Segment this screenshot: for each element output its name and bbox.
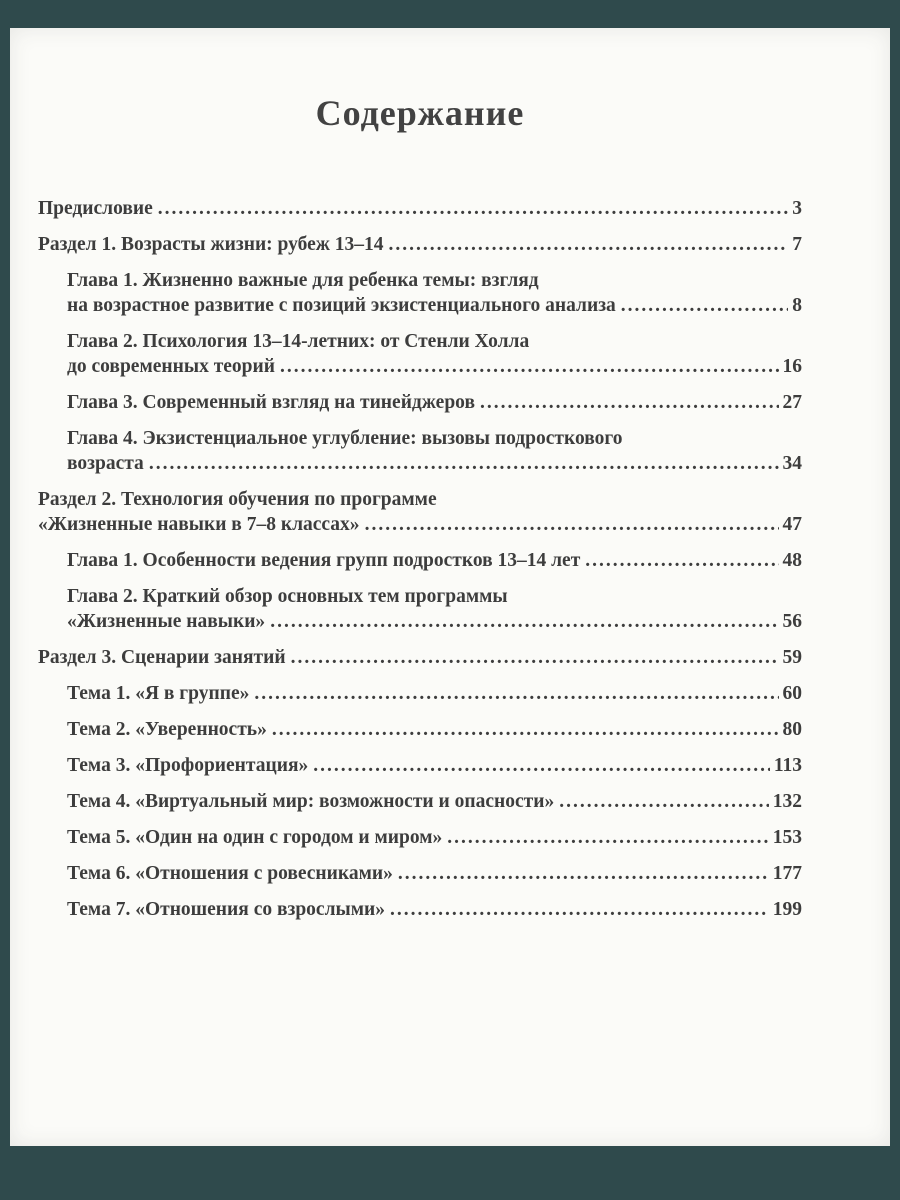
toc-entry-label: Тема 4. «Виртуальный мир: возможности и опасности» xyxy=(67,791,555,812)
toc-entry-line xyxy=(67,293,802,318)
toc-entry-line xyxy=(67,609,802,634)
toc-entry-line xyxy=(38,232,802,257)
toc-entry-label: Тема 1. «Я в группе» xyxy=(67,683,250,704)
toc-page-number: 8 xyxy=(792,295,802,316)
toc-entry xyxy=(38,329,802,379)
toc-page-number: 34 xyxy=(782,453,802,474)
toc-page-number: 199 xyxy=(772,899,802,920)
toc-entry-line xyxy=(67,825,802,850)
toc-list xyxy=(38,196,802,922)
toc-entry-line xyxy=(67,789,802,814)
toc-entry-line xyxy=(67,548,802,573)
toc-dot-leader xyxy=(390,897,769,922)
toc-entry-label: Глава 3. Современный взгляд на тинейджеров xyxy=(67,392,475,413)
toc-entry-line xyxy=(38,645,802,670)
toc-entry xyxy=(38,196,802,221)
toc-entry xyxy=(38,268,802,318)
page-content xyxy=(10,28,890,922)
toc-entry xyxy=(38,645,802,670)
toc-entry-line xyxy=(67,390,802,415)
toc-entry-line xyxy=(38,512,802,537)
toc-entry-label: Раздел 1. Возрасты жизни: рубеж 13–14 xyxy=(38,234,384,255)
toc-dot-leader xyxy=(559,789,769,814)
toc-entry xyxy=(38,548,802,573)
toc-entry-label: Раздел 3. Сценарии занятий xyxy=(38,647,286,668)
toc-entry xyxy=(38,861,802,886)
toc-page-number: 153 xyxy=(772,827,802,848)
toc-dot-leader xyxy=(272,717,779,742)
toc-entry-line xyxy=(67,897,802,922)
toc-dot-leader xyxy=(254,681,778,706)
toc-entry xyxy=(38,426,802,476)
toc-entry-label: Тема 3. «Профориентация» xyxy=(67,755,309,776)
toc-dot-leader xyxy=(149,451,779,476)
toc-entry xyxy=(38,897,802,922)
toc-dot-leader xyxy=(270,609,778,634)
toc-dot-leader xyxy=(313,753,770,778)
toc-entry xyxy=(38,753,802,778)
toc-page-number: 80 xyxy=(782,719,802,740)
toc-entry-line: Раздел 2. Технология обучения по программе xyxy=(38,489,437,510)
page-title: Содержание xyxy=(315,93,525,133)
toc-dot-leader xyxy=(621,293,788,318)
toc-dot-leader xyxy=(365,512,779,537)
toc-entry-label: Тема 5. «Один на один с городом и миром» xyxy=(67,827,443,848)
toc-entry-line xyxy=(67,681,802,706)
toc-entry-line: Глава 2. Психология 13–14-летних: от Стенли Холла xyxy=(67,331,530,352)
toc-dot-leader xyxy=(398,861,769,886)
toc-entry-line xyxy=(38,196,802,221)
toc-page-number: 16 xyxy=(782,356,802,377)
toc-entry xyxy=(38,390,802,415)
toc-dot-leader xyxy=(585,548,778,573)
toc-entry xyxy=(38,681,802,706)
toc-entry-label: Тема 2. «Уверенность» xyxy=(67,719,267,740)
toc-dot-leader xyxy=(480,390,779,415)
toc-entry xyxy=(38,584,802,634)
toc-entry-line xyxy=(67,451,802,476)
toc-entry-line xyxy=(67,861,802,886)
toc-entry-label: «Жизненные навыки в 7–8 классах» xyxy=(38,514,360,535)
toc-entry-label: до современных теорий xyxy=(67,356,275,377)
book-page xyxy=(10,28,890,1146)
toc-entry-line xyxy=(67,717,802,742)
toc-entry-label: на возрастное развитие с позиций экзистенциального анализа xyxy=(67,295,616,316)
toc-dot-leader xyxy=(447,825,768,850)
toc-dot-leader xyxy=(158,196,788,221)
toc-entry-label: возраста xyxy=(67,453,144,474)
toc-page-number: 113 xyxy=(773,755,802,776)
toc-page-number: 60 xyxy=(782,683,802,704)
toc-entry-line xyxy=(67,354,802,379)
toc-entry xyxy=(38,487,802,537)
toc-entry-line: Глава 1. Жизненно важные для ребенка темы: взгляд xyxy=(67,270,539,291)
toc-page-number: 59 xyxy=(782,647,802,668)
toc-entry xyxy=(38,789,802,814)
toc-page-number: 27 xyxy=(782,392,802,413)
toc-page-number: 132 xyxy=(772,791,802,812)
toc-entry-label: Тема 7. «Отношения со взрослыми» xyxy=(67,899,386,920)
toc-dot-leader xyxy=(291,645,779,670)
toc-dot-leader xyxy=(280,354,779,379)
toc-page-number: 56 xyxy=(782,611,802,632)
toc-entry-label: Предисловие xyxy=(38,198,153,219)
toc-entry-line xyxy=(67,753,802,778)
toc-entry-label: Глава 1. Особенности ведения групп подростков 13–14 лет xyxy=(67,550,581,571)
toc-entry xyxy=(38,717,802,742)
toc-page-number: 7 xyxy=(792,234,802,255)
toc-entry-label: Тема 6. «Отношения с ровесниками» xyxy=(67,863,393,884)
toc-page-number: 177 xyxy=(772,863,802,884)
toc-page-number: 48 xyxy=(782,550,802,571)
toc-entry-line: Глава 4. Экзистенциальное углубление: вызовы подросткового xyxy=(67,428,623,449)
toc-entry xyxy=(38,825,802,850)
toc-entry-line: Глава 2. Краткий обзор основных тем программы xyxy=(67,586,508,607)
toc-page-number: 47 xyxy=(782,514,802,535)
toc-entry xyxy=(38,232,802,257)
toc-page-number: 3 xyxy=(792,198,802,219)
toc-entry-label: «Жизненные навыки» xyxy=(67,611,266,632)
toc-dot-leader xyxy=(389,232,789,257)
